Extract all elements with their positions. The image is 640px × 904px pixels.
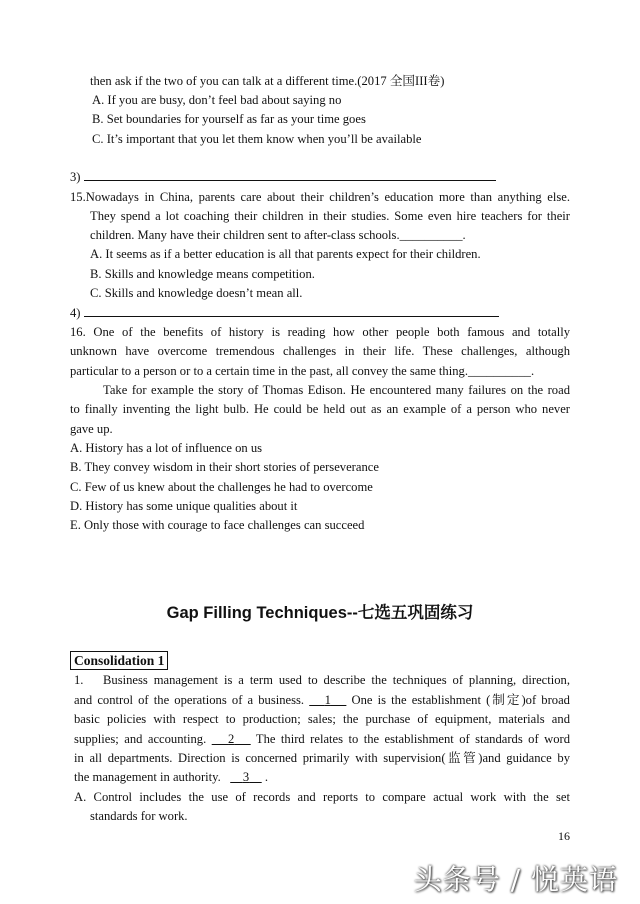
consolidation-line-4-b: The third relates to the establishment of standards of word	[255, 732, 570, 746]
gap-1[interactable]: 1	[324, 693, 331, 707]
q16-line-3: particular to a person or to a certain time in the past, all convey the same thing.__________.	[70, 364, 535, 378]
consolidation-line-4-a: supplies; and accounting.	[74, 732, 207, 746]
consolidation-line-2-a: and control of the operations of a business.	[74, 693, 305, 707]
q16-line-4: Take for example the story of Thomas Edison. He encountered many failures on the road	[103, 383, 570, 397]
q16-option-c: C. Few of us knew about the challenges he had to overcome	[70, 480, 373, 494]
consolidation-line-2	[74, 692, 570, 708]
section-title: Gap Filling Techniques--七选五巩固练习	[166, 604, 474, 622]
watermark-text: 头条号 / 悦英语	[413, 863, 618, 896]
consolidation-line-5: in all departments. Direction is concerned primarily with supervision(监管)and guidance by	[74, 751, 570, 765]
q14-stem-tail: then ask if the two of you can talk at a different time.(2017 全国III卷)	[90, 74, 445, 88]
consolidation-line-3: basic policies with respect to production; sales; the purchase of equipment, materials and	[74, 712, 570, 726]
consolidation-line-6	[74, 769, 268, 785]
consolidation-line-6-a: the management in authority.	[74, 770, 221, 784]
q16-option-e: E. Only those with courage to face challenges can succeed	[70, 518, 365, 532]
q15-line-2: They spend a lot coaching their children in their studies. Some even hire teachers for their	[90, 209, 570, 223]
consolidation-line-1: Business management is a term used to describe the techniques of planning, direction,	[103, 673, 570, 687]
q16-option-d: D. History has some unique qualities about it	[70, 499, 298, 513]
q16-option-b: B. They convey wisdom in their short stories of perseverance	[70, 460, 379, 474]
consolidation-line-4	[74, 731, 570, 747]
answer-line-3-rule	[84, 169, 496, 181]
consolidation-line-2-b: One is the establishment (制定)of broad	[351, 693, 570, 707]
q15-option-c: C. Skills and knowledge doesn’t mean all.	[90, 286, 303, 300]
consolidation-heading: Consolidation 1	[70, 651, 168, 670]
answer-line-3-label: 3)	[70, 170, 81, 184]
consolidation-option-a-line-1: A. Control includes the use of records and reports to compare actual work with the set	[74, 790, 570, 804]
page-number: 16	[558, 829, 570, 843]
answer-line-4-label: 4)	[70, 306, 81, 320]
q15-option-a: A. It seems as if a better education is all that parents expect for their children.	[90, 247, 481, 261]
consolidation-option-a-line-2: standards for work.	[90, 809, 188, 823]
gap-2[interactable]: 2	[228, 732, 235, 746]
q14-option-c: C. It’s important that you let them know when you’ll be available	[92, 132, 422, 146]
q16-line-1: 16. One of the benefits of history is reading how other people both famous and totally	[70, 325, 570, 339]
q14-option-a: A. If you are busy, don’t feel bad about saying no	[92, 93, 342, 107]
q16-line-6: gave up.	[70, 422, 113, 436]
q16-line-5: to finally inventing the light bulb. He could be held out as an example of a person who never	[70, 402, 570, 416]
consolidation-number: 1.	[74, 673, 84, 687]
q15-option-b: B. Skills and knowledge means competition.	[90, 267, 315, 281]
consolidation-line-6-b: .	[264, 770, 269, 784]
answer-line-4[interactable]	[70, 305, 499, 321]
answer-line-3[interactable]	[70, 169, 496, 185]
q15-line-3: children. Many have their children sent to after-class schools.__________.	[90, 228, 466, 242]
q16-line-2: unknown have overcome tremendous challenges in their life. These challenges, although	[70, 344, 570, 358]
q15-line-1: 15.Nowadays in China, parents care about their children’s education more than anything else.	[70, 190, 570, 204]
answer-line-4-rule	[84, 305, 499, 317]
gap-3[interactable]: 3	[242, 770, 250, 784]
q16-option-a: A. History has a lot of influence on us	[70, 441, 263, 455]
q14-option-b: B. Set boundaries for yourself as far as your time goes	[92, 112, 366, 126]
